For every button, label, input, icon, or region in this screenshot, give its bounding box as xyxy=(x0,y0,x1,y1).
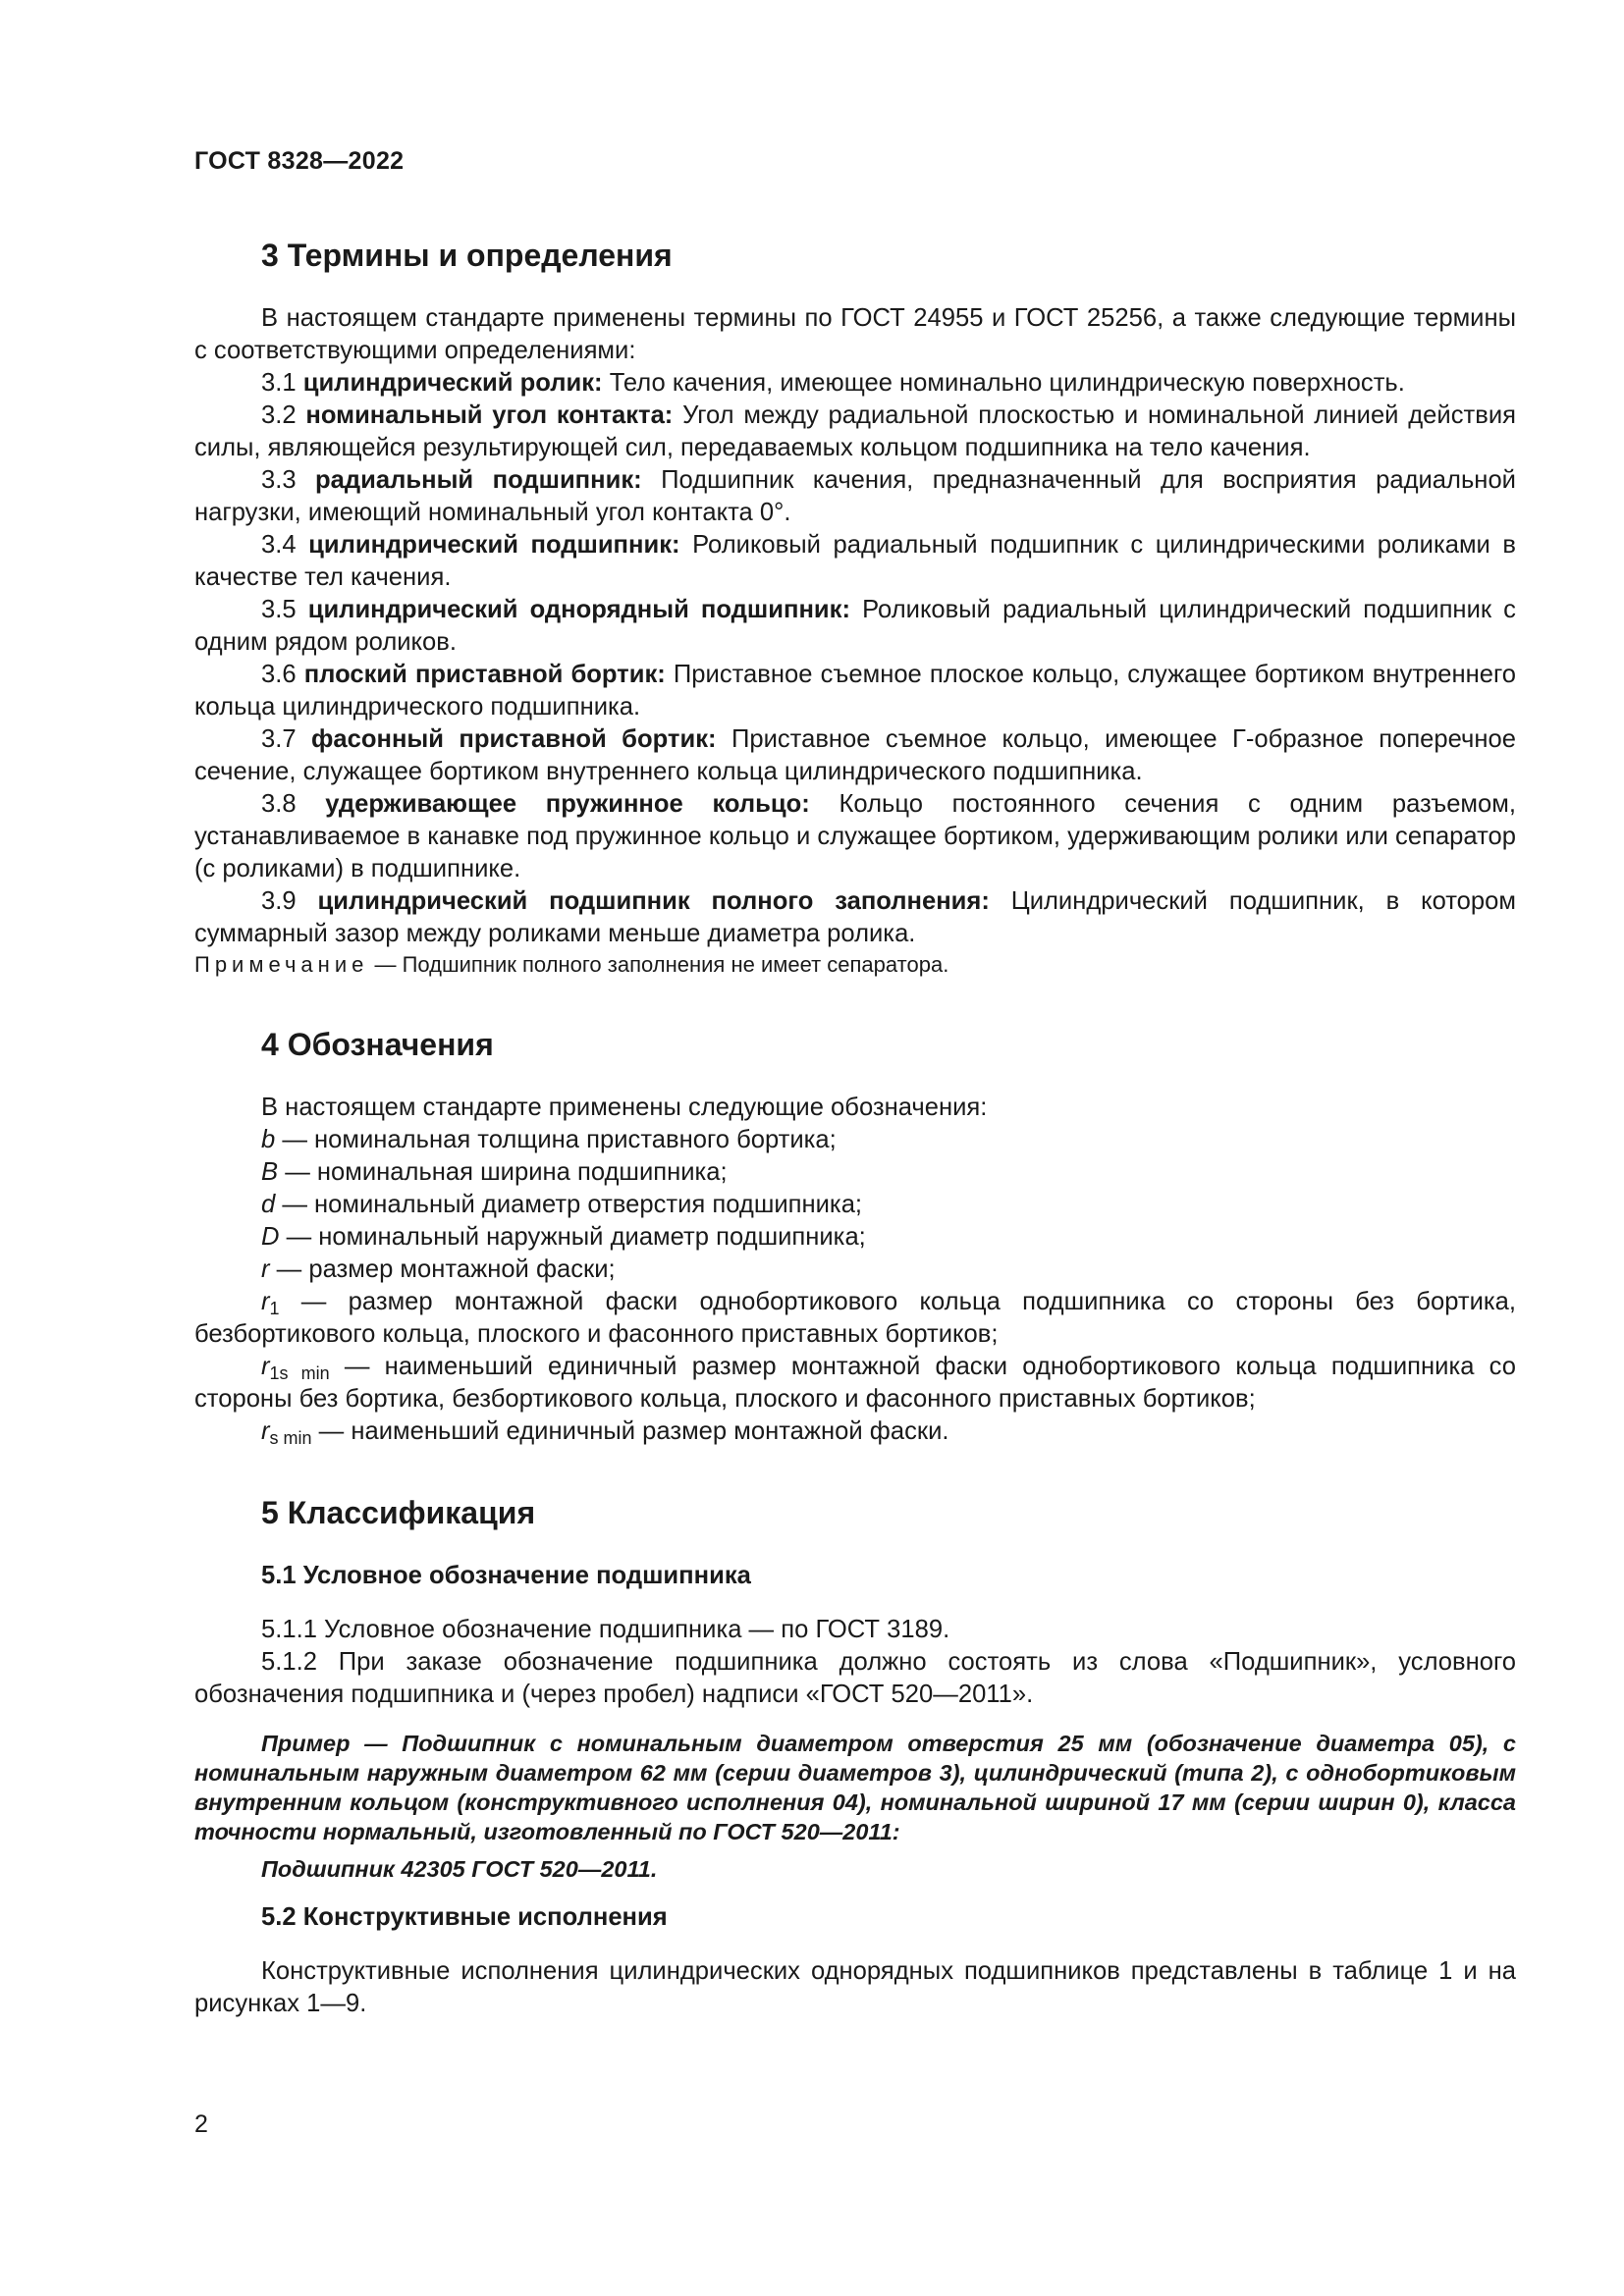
term-name: удерживающее пружинное кольцо: xyxy=(325,790,810,818)
symbol: r xyxy=(261,1417,270,1445)
term-number: 3.1 xyxy=(261,369,297,397)
term-definition xyxy=(194,723,1516,788)
term-definition xyxy=(194,659,1516,723)
note xyxy=(194,950,1516,980)
term-definition xyxy=(194,464,1516,529)
symbol: b xyxy=(261,1126,276,1153)
term-text: Цилиндрический подшипник, в котором суммарный зазор между роликами меньше диаметра ролика. xyxy=(194,887,1516,947)
symbol-description: — номинальный наружный диаметр подшипника; xyxy=(279,1223,866,1251)
term-text: Тело качения, имеющее номинально цилиндрическую поверхность. xyxy=(609,369,1405,397)
note-text: — Подшипник полного заполнения не имеет сепаратора. xyxy=(368,952,949,977)
symbol-description: — номинальный диаметр отверстия подшипника; xyxy=(275,1191,863,1218)
symbol: B xyxy=(261,1158,279,1186)
term-number: 3.8 xyxy=(261,790,297,818)
term-definition xyxy=(194,400,1516,464)
symbol: d xyxy=(261,1191,276,1218)
term-definition xyxy=(194,885,1516,950)
term-number: 3.2 xyxy=(261,401,297,429)
term-text: Кольцо постоянного сечения с одним разъемом, устанавливаемое в канавке под пружинное кольцо и служащее бортиком, удерживающим ролики или сепаратор (с роликами) в подшипнике. xyxy=(194,790,1516,882)
subsection-5-2-title: 5.2 Конструктивные исполнения xyxy=(261,1903,668,1931)
term-name: цилиндрический ролик: xyxy=(302,369,603,397)
paragraph-5-1-1: 5.1.1 Условное обозначение подшипника — по ГОСТ 3189. xyxy=(261,1616,950,1643)
term-definition xyxy=(194,529,1516,594)
term-number: 3.9 xyxy=(261,887,297,915)
paragraph-5-1-2: 5.1.2 При заказе обозначение подшипника должно состоять из слова «Подшипник», условного обозначения подшипника и (через пробел) надписи «ГОСТ 520—2011». xyxy=(194,1648,1516,1708)
document-code-header: ГОСТ 8328—2022 xyxy=(194,147,405,175)
symbol: r xyxy=(261,1255,270,1283)
symbol-subscript: s min xyxy=(269,1428,312,1448)
term-text: Приставное съемное плоское кольцо, служащее бортиком внутреннего кольца цилиндрического подшипника. xyxy=(194,661,1516,721)
note-label: Примечание xyxy=(194,952,369,977)
symbol-entry xyxy=(194,1124,1516,1156)
term-name: цилиндрический однорядный подшипник: xyxy=(307,596,850,623)
symbol-entry xyxy=(194,1156,1516,1189)
term-name: номинальный угол контакта: xyxy=(305,401,674,429)
term-text: Роликовый радиальный подшипник с цилиндрическими роликами в качестве тел качения. xyxy=(194,531,1516,591)
symbol-description: — размер монтажной фаски однобортикового кольца подшипника со стороны без бортика, безбортикового кольца, плоского и фасонного приставных бортиков; xyxy=(194,1288,1516,1348)
symbol-entry xyxy=(194,1351,1516,1415)
symbol-entry xyxy=(194,1286,1516,1351)
section-3-title: 3 Термины и определения xyxy=(261,238,673,273)
term-name: фасонный приставной бортик: xyxy=(311,725,717,753)
paragraph-5-2: Конструктивные исполнения цилиндрических однорядных подшипников представлены в таблице 1 и на рисунках 1—9. xyxy=(194,1957,1516,2017)
term-number: 3.3 xyxy=(261,466,297,494)
symbol-description: — наименьший единичный размер монтажной фаски однобортикового кольца подшипника со стороны без бортика, безбортикового кольца, плоского и фасонного приставных бортиков; xyxy=(194,1353,1516,1413)
section-5-title: 5 Классификация xyxy=(261,1495,536,1530)
term-definition xyxy=(194,594,1516,659)
term-definition xyxy=(194,367,1516,400)
term-number: 3.5 xyxy=(261,596,297,623)
subsection-5-1-title: 5.1 Условное обозначение подшипника xyxy=(261,1562,751,1589)
page-number: 2 xyxy=(194,2110,208,2138)
symbol: r xyxy=(261,1353,270,1380)
symbol-description: — размер монтажной фаски; xyxy=(269,1255,616,1283)
symbol-subscript: 1s min xyxy=(269,1363,330,1383)
symbol: D xyxy=(261,1223,280,1251)
symbol-description: — номинальная ширина подшипника; xyxy=(278,1158,728,1186)
section-3-intro: В настоящем стандарте применены термины по ГОСТ 24955 и ГОСТ 25256, а также следующие термины с соответствующими определениями: xyxy=(194,304,1516,364)
term-text: Роликовый радиальный цилиндрический подшипник с одним рядом роликов. xyxy=(194,596,1516,656)
terms-list xyxy=(194,367,1516,950)
term-name: плоский приставной бортик: xyxy=(303,661,666,688)
term-number: 3.4 xyxy=(261,531,297,559)
term-definition xyxy=(194,788,1516,885)
symbol: r xyxy=(261,1288,270,1315)
symbol-description: — наименьший единичный размер монтажной фаски. xyxy=(311,1417,949,1445)
symbols-list xyxy=(194,1124,1516,1448)
term-name: цилиндрический подшипник полного заполнения: xyxy=(317,887,990,915)
term-text: Подшипник качения, предназначенный для восприятия радиальной нагрузки, имеющий номинальный угол контакта 0°. xyxy=(194,466,1516,526)
symbol-entry xyxy=(194,1254,1516,1286)
term-number: 3.7 xyxy=(261,725,297,753)
example-result: Подшипник 42305 ГОСТ 520—2011. xyxy=(261,1856,658,1882)
symbol-entry xyxy=(194,1189,1516,1221)
term-text: Угол между радиальной плоскостью и номинальной линией действия силы, являющейся результирующей сил, передаваемых кольцом подшипника на тело качения. xyxy=(194,401,1516,461)
term-text: Приставное съемное кольцо, имеющее Г-образное поперечное сечение, служащее бортиком внутреннего кольца цилиндрического подшипника. xyxy=(194,725,1516,785)
term-name: радиальный подшипник: xyxy=(315,466,642,494)
symbol-subscript: 1 xyxy=(269,1299,280,1318)
example-text: Пример — Подшипник с номинальным диаметром отверстия 25 мм (обозначение диаметра 05), с номинальным наружным диаметром 62 мм (серии диаметров 3), цилиндрический (типа 2), с однобортиковым внутренним кольцом (конструктивного исполнения 04), номинальной шириной 17 мм (серии ширин 0), класса точности нормальный, изготовленный по ГОСТ 520—2011: xyxy=(194,1731,1516,1844)
section-4-title: 4 Обозначения xyxy=(261,1027,494,1062)
symbol-entry xyxy=(194,1221,1516,1254)
page-content xyxy=(194,236,1516,2020)
symbol-description: — номинальная толщина приставного бортика; xyxy=(275,1126,837,1153)
term-name: цилиндрический подшипник: xyxy=(308,531,680,559)
symbol-entry xyxy=(194,1415,1516,1448)
section-4-intro: В настоящем стандарте применены следующие обозначения: xyxy=(261,1094,988,1121)
term-number: 3.6 xyxy=(261,661,297,688)
